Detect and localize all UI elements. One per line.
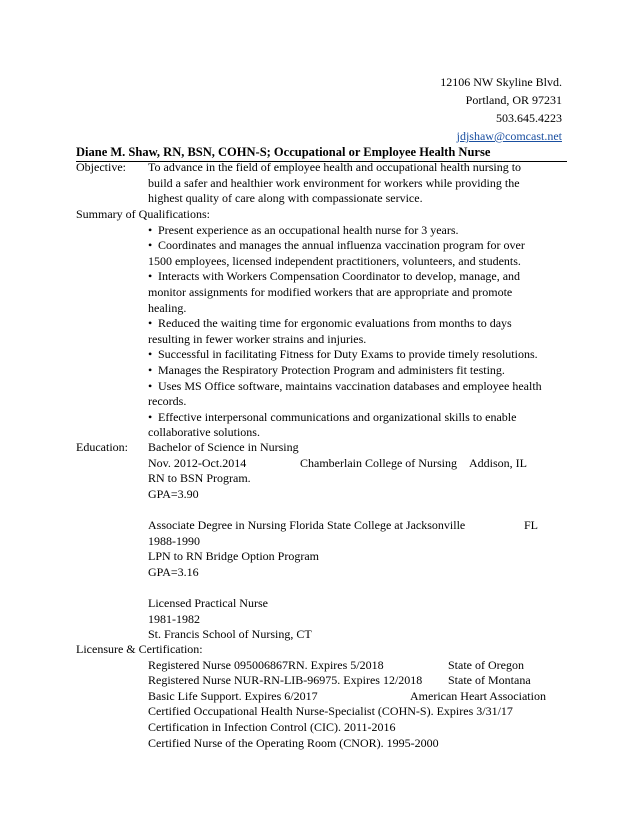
objective-line: build a safer and healthier work environment for workers while providing the	[148, 175, 520, 190]
address-line-1: 12106 NW Skyline Blvd.	[440, 75, 562, 89]
degree-gpa: GPA=3.16	[148, 564, 199, 579]
qualification-continuation: 1500 employees, licensed independent practitioners, volunteers, and students.	[148, 253, 521, 268]
degree-location: Addison, IL	[469, 455, 527, 470]
bullet-icon: •	[148, 238, 153, 253]
name-headline: Diane M. Shaw, RN, BSN, COHN-S; Occupational or Employee Health Nurse	[76, 145, 567, 162]
bullet-icon: •	[148, 269, 153, 284]
degree-gpa: GPA=3.90	[148, 486, 199, 501]
degree-program: LPN to RN Bridge Option Program	[148, 549, 319, 564]
qualification-continuation: monitor assignments for modified workers that are appropriate and promote	[148, 284, 513, 299]
qualification-continuation: healing.	[148, 300, 187, 315]
degree-state: FL	[524, 517, 539, 532]
degree-program: RN to BSN Program.	[148, 471, 251, 486]
education-section	[76, 440, 567, 643]
objective-section	[76, 160, 567, 207]
address-line-2: Portland, OR 97231	[465, 93, 562, 107]
objective-label: Objective:	[76, 160, 126, 174]
degree-title: Associate Degree in Nursing Florida State College at Jacksonville FL	[148, 517, 539, 532]
objective-line: To advance in the field of employee health and occupational health nursing to	[148, 160, 522, 174]
license-issuer: State of Oregon	[448, 657, 524, 672]
summary-section	[76, 207, 567, 441]
phone-number: 503.645.4223	[496, 111, 562, 125]
qualification-continuation: records.	[148, 394, 187, 409]
degree-school: Chamberlain College of Nursing	[300, 455, 457, 470]
qualification-item: • Present experience as an occupational health nurse for 3 years.	[148, 222, 459, 237]
degree-title: Bachelor of Science in Nursing	[148, 440, 299, 454]
license-issuer: State of Montana	[448, 673, 531, 688]
qualification-item: • Interacts with Workers Compensation Coordinator to develop, manage, and	[148, 269, 521, 284]
qualification-item: • Manages the Respiratory Protection Program and administers fit testing.	[148, 362, 505, 377]
qualification-item: • Uses MS Office software, maintains vaccination databases and employee health	[148, 378, 542, 393]
education-label: Education:	[76, 440, 128, 454]
license-item: Certified Occupational Health Nurse-Specialist (COHN-S). Expires 3/31/17	[148, 704, 513, 719]
degree-dates: 1981-1982	[148, 611, 200, 626]
email-link[interactable]: jdjshaw@comcast.net	[456, 129, 562, 143]
summary-label: Summary of Qualifications:	[76, 207, 210, 221]
qualification-continuation: resulting in fewer worker strains and injuries.	[148, 331, 367, 346]
license-item: Basic Life Support. Expires 6/2017 American Heart Association	[148, 688, 546, 703]
bullet-icon: •	[148, 347, 153, 362]
license-item: Registered Nurse 095006867RN. Expires 5/2018 State of Oregon	[148, 657, 524, 672]
license-issuer: American Heart Association	[410, 688, 546, 703]
bullet-icon: •	[148, 222, 153, 237]
degree-title: Licensed Practical Nurse	[148, 595, 268, 610]
bullet-icon: •	[148, 362, 153, 377]
degree-dates: 1988-1990	[148, 533, 200, 548]
degree-details	[148, 456, 567, 472]
bullet-icon: •	[148, 409, 153, 424]
qualification-item: • Reduced the waiting time for ergonomic evaluations from months to days	[148, 316, 512, 331]
licensure-section	[76, 642, 567, 751]
qualification-item: • Successful in facilitating Fitness for Duty Exams to provide timely resolutions.	[148, 347, 538, 362]
qualification-item: • Effective interpersonal communications and organizational skills to enable	[148, 409, 517, 424]
licensure-label: Licensure & Certification:	[76, 642, 203, 656]
bullet-icon: •	[148, 378, 153, 393]
objective-line: highest quality of care along with compassionate service.	[148, 191, 423, 206]
degree-dates: Nov. 2012-Oct.2014	[148, 455, 247, 470]
license-item: Certified Nurse of the Operating Room (CNOR). 1995-2000	[148, 735, 439, 750]
license-item: Certification in Infection Control (CIC). 2011-2016	[148, 719, 396, 734]
contact-block	[440, 73, 562, 145]
qualification-item: • Coordinates and manages the annual influenza vaccination program for over	[148, 238, 525, 253]
qualification-continuation: collaborative solutions.	[148, 425, 260, 440]
bullet-icon: •	[148, 316, 153, 331]
license-item: Registered Nurse NUR-RN-LIB-96975. Expires 12/2018 State of Montana	[148, 673, 531, 688]
degree-school: St. Francis School of Nursing, CT	[148, 627, 312, 642]
